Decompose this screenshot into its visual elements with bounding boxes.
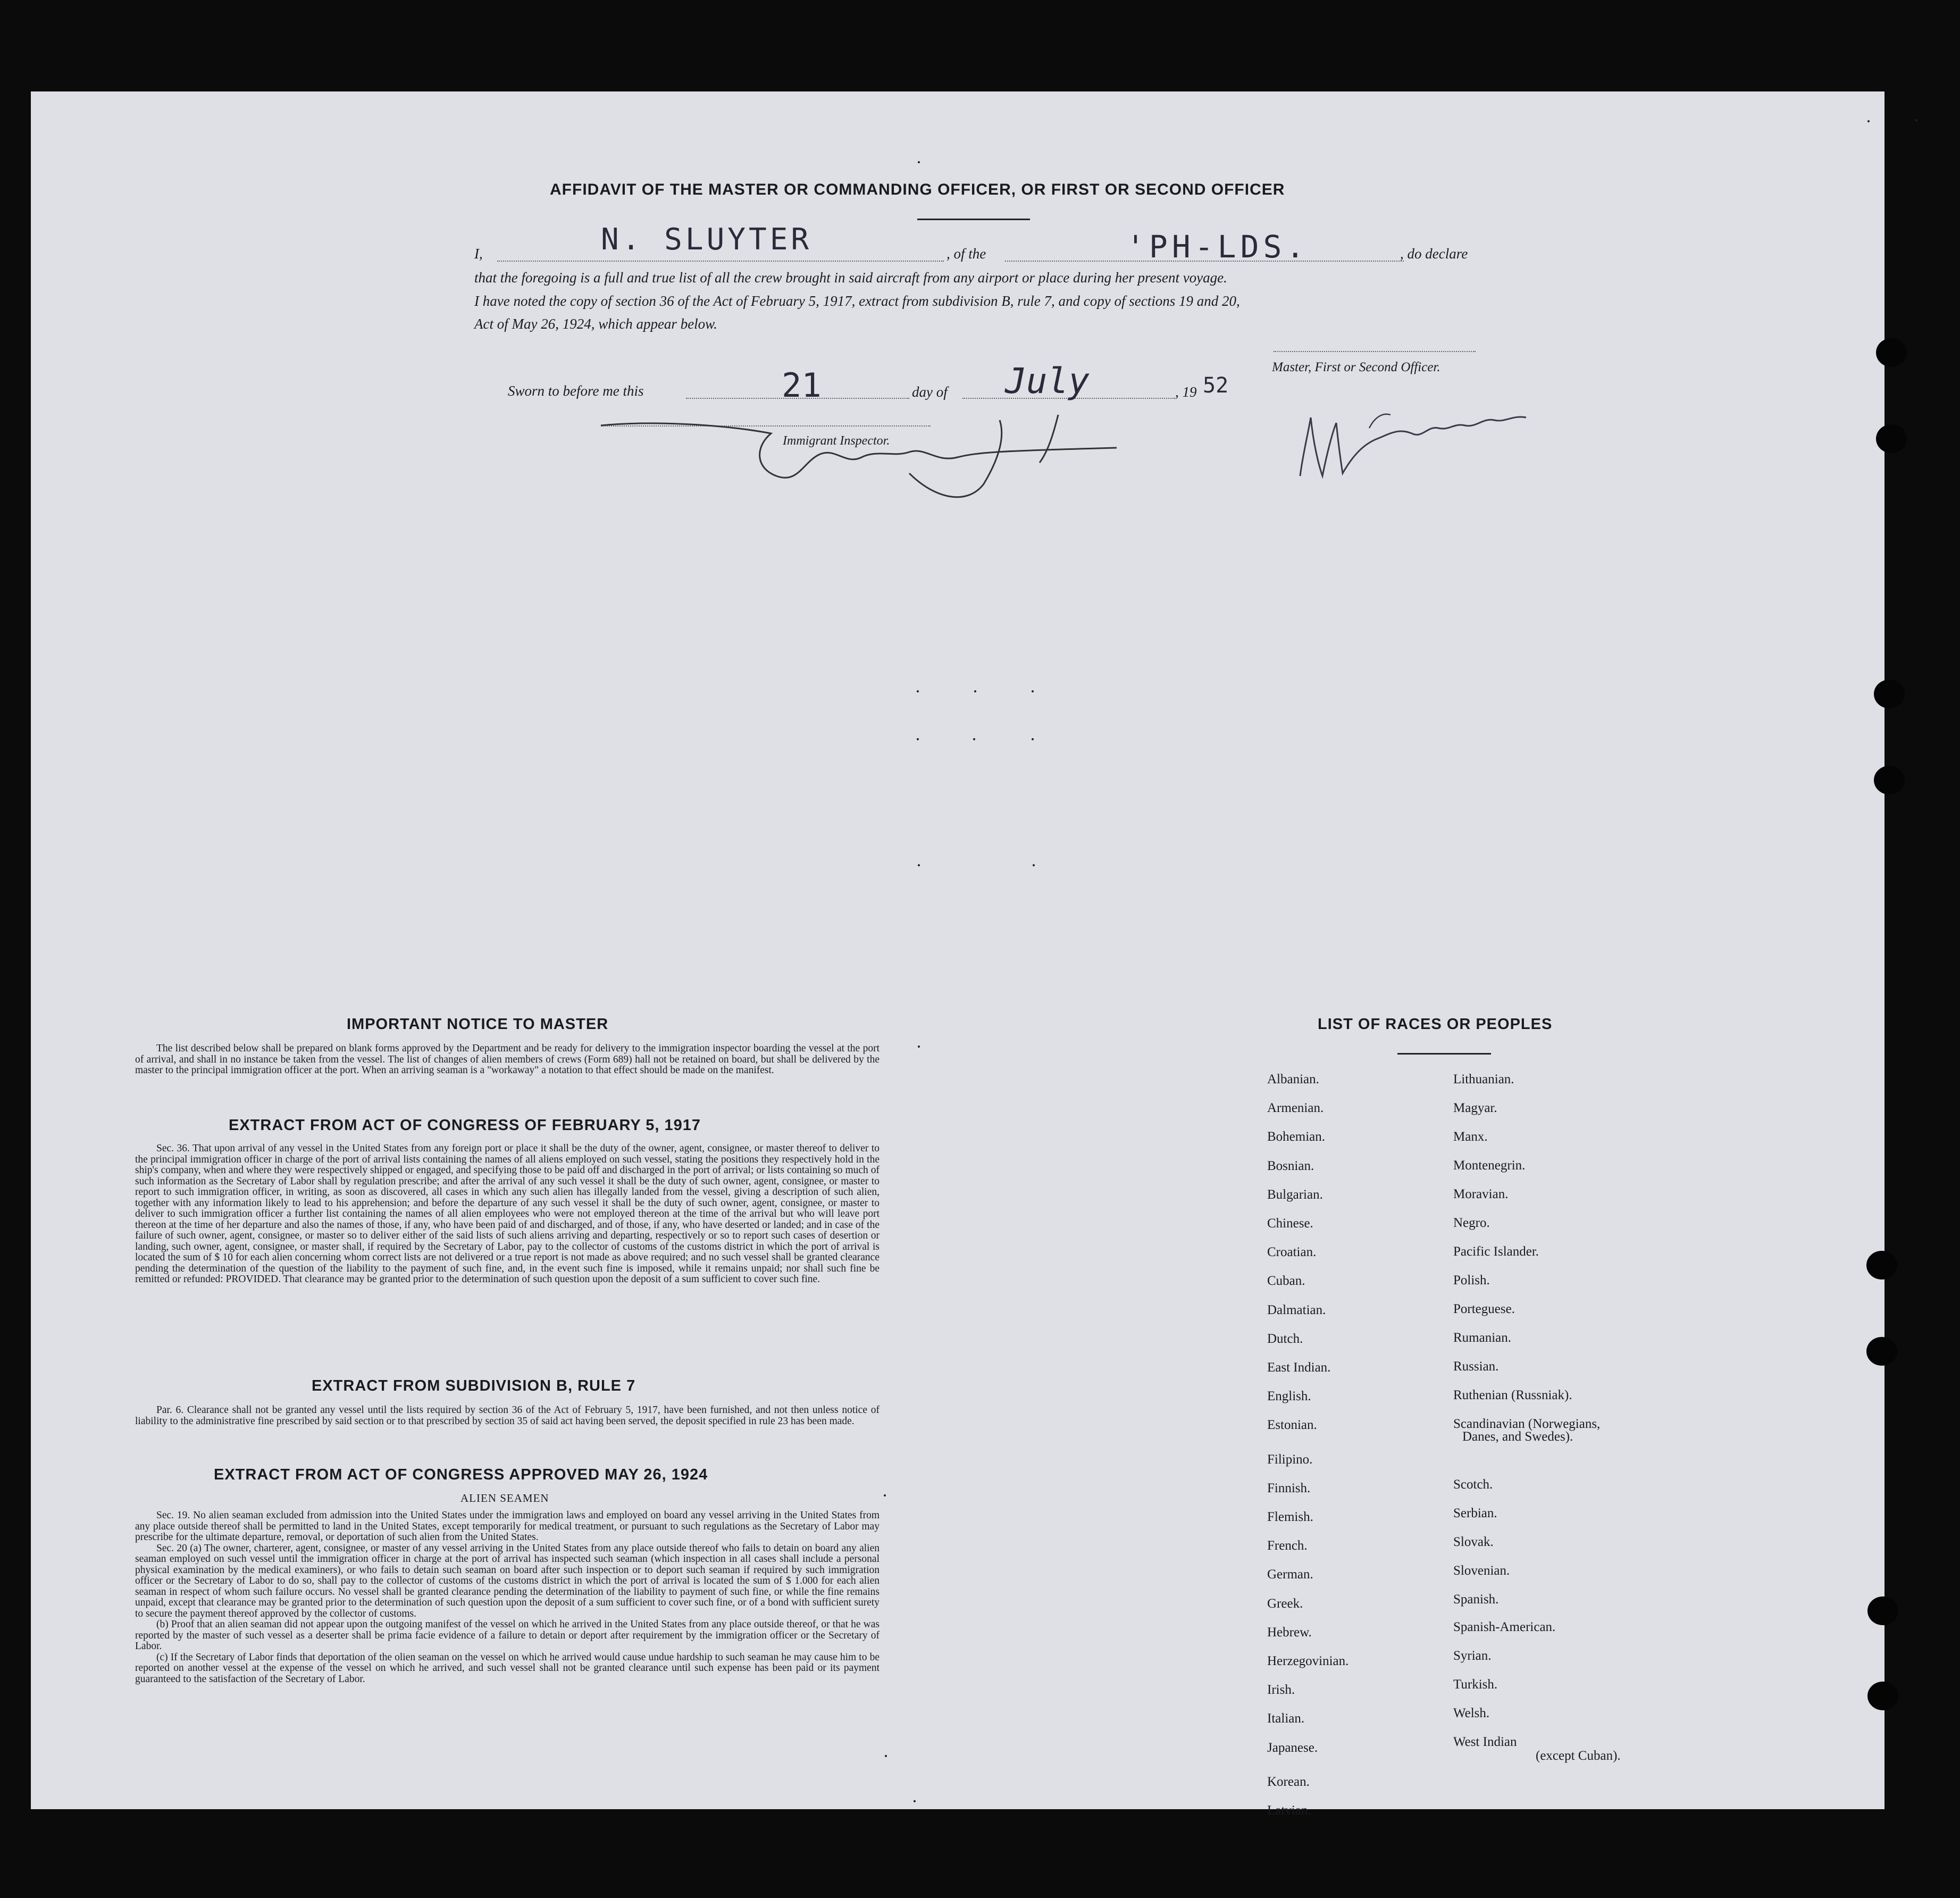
race-item: Latvian. [1267,1803,1311,1818]
speck [1032,690,1034,692]
affidavit-line4: Act of May 26, 1924, which appear below. [474,316,717,332]
punch-hole [1867,1682,1898,1710]
race-item: Lithuanian. [1453,1072,1514,1086]
race-item: French. [1267,1539,1308,1553]
speck [885,1755,887,1757]
race-item: Hebrew. [1267,1625,1312,1640]
extract-rule7-title: EXTRACT FROM SUBDIVISION B, RULE 7 [312,1377,636,1394]
sec-20b-text: (b) Proof that an alien seaman did not appear upon the outgoing manifest of the vessel on which he arrived in the United States from any place outside thereof, or that he was reported by the master of such vessel as a deserter shall be prima facie evidence of a failure to detain or deport after requirement by the immigration officer or the Secretary of Labor. [135,1619,880,1652]
races-title: LIST OF RACES OR PEOPLES [1318,1016,1553,1033]
race-item: Danes, and Swedes). [1462,1429,1573,1444]
race-item: Dutch. [1267,1331,1303,1346]
sworn-day-handwritten: 21 [782,366,822,405]
race-item: Armenian. [1267,1101,1324,1116]
speck [1032,738,1034,740]
speck [917,738,919,740]
master-caption: Master, First or Second Officer. [1272,360,1440,374]
races-title-rule [1397,1053,1491,1055]
race-item: Italian. [1267,1711,1305,1726]
year-prefix: , 19 [1175,384,1197,400]
race-item: Spanish-American. [1453,1620,1556,1634]
sec-20c-text: (c) If the Secretary of Labor finds that deportation of the olien seaman on the vessel on which he arrived would cause undue hardship to such seaman he may cause him to be reported on another vessel at the expense of the vessel on which he arrived, and such vessel shall not be granted clearance until such expense has been paid or its payment guaranteed to the satisfaction of the Secretary of Labor. [135,1651,880,1685]
race-item: Dalmatian. [1267,1302,1326,1317]
race-item: Flemish. [1267,1510,1313,1524]
race-item: Filipino. [1267,1452,1313,1467]
race-item: Chinese. [1267,1216,1313,1231]
sec-19-text: Sec. 19. No alien seaman excluded from admission into the United States under the immigration laws and employed on board any vessel arriving in the United States from any place outside thereof shall be permitted to land in the United States, except temporarily for medical treatment, or pursuant to such regulations as the Secretary of Labor may prescribe for the ultimate departure, removal, or deportation of such alien from the United States. [135,1510,880,1543]
master-signature [1289,396,1539,492]
speck [918,1046,920,1048]
race-item: English. [1267,1389,1311,1404]
affidavit-title-rule [917,219,1030,220]
speck [917,690,919,692]
master-name-handwritten: N. SLUYTER [601,222,813,257]
punch-hole [1874,680,1905,708]
punch-hole [1874,766,1905,795]
sec-20a-text: Sec. 20 (a) The owner, charterer, agent, consignee, or master of any vessel arriving in the United States from any place outside thereof who fails to detain on board any alien seaman employed on such vessel until the immigration officer in charge at the port of arrival has inspected such seaman (which inspection in all cases shall include a personal physical examination by the medical examiners), or who fails to detain such seaman on board after such inspection or to deport such seaman if required by such immigration officer or the Secretary of Labor to do so, shall pay to the collector of customs of the customs district in which the port of arrival is located the sum of $ 1.000 for each alien seaman in respect of whom such failure occurs. No vessel shall be granted clearance pending the determination of the liability to payment of such fine, or while the fine remains unpaid, except that clearance may be granted prior to the determination of such question upon the deposit of a sum sufficient to cover such fine, or of a bond with sufficient surety to secure the payment thereof approved by the collector of customs. [135,1542,880,1619]
race-item: Pacific Islander. [1453,1244,1539,1259]
race-item: Slovenian. [1453,1563,1510,1578]
speck [1915,119,1917,121]
year-handwritten: 52 [1203,373,1229,398]
race-item: Scotch. [1453,1477,1493,1492]
speck [918,161,920,163]
race-item: Porteguese. [1453,1302,1515,1316]
sworn-label: Sworn to before me this [508,383,644,399]
extract-1924-title: EXTRACT FROM ACT OF CONGRESS APPROVED MAY 26, 1924 [214,1466,708,1483]
day-of-label: day of [912,384,948,400]
race-item: Ruthenian (Russniak). [1453,1388,1572,1402]
extract-1917-title: EXTRACT FROM ACT OF CONGRESS OF FEBRUARY 5, 1917 [229,1117,701,1134]
race-item: Albanian. [1267,1072,1319,1086]
race-item: Greek. [1267,1596,1303,1611]
race-item: Korean. [1267,1774,1310,1789]
affidavit-line1-prefix: I, [474,246,483,262]
race-item: Irish. [1267,1683,1295,1698]
race-item: Welsh. [1453,1706,1490,1720]
race-item: Croatian. [1267,1245,1317,1260]
speck [914,1800,916,1802]
affidavit-line1-post: , do declare [1400,246,1468,262]
punch-hole [1867,1596,1898,1625]
race-item: Cuban. [1267,1274,1305,1289]
affidavit-line2: that the foregoing is a full and true list of all the crew brought in said aircraft from any airport or place during her present voyage. [474,270,1227,286]
sworn-month-handwritten: July [1005,361,1090,402]
race-item: Slovak. [1453,1535,1494,1549]
extract-1924-subtitle: ALIEN SEAMEN [460,1492,549,1504]
race-item: Japanese. [1267,1740,1318,1755]
punch-hole [1866,1251,1897,1280]
race-item: Spanish. [1453,1592,1499,1607]
aircraft-handwritten: 'PH-LDS. [1126,229,1309,265]
race-item: Negro. [1453,1216,1490,1230]
race-item: Bohemian. [1267,1130,1326,1144]
race-item: West Indian [1453,1735,1517,1749]
race-item: Serbian. [1453,1506,1497,1520]
race-item: Montenegrin. [1453,1158,1526,1173]
race-item: Polish. [1453,1273,1490,1287]
race-item: East Indian. [1267,1360,1331,1375]
affidavit-line1-mid: , of the [947,246,986,262]
notice-title: IMPORTANT NOTICE TO MASTER [347,1016,609,1033]
speck [918,864,920,866]
race-item: Estonian. [1267,1418,1317,1433]
notice-text: The list described below shall be prepared on blank forms approved by the Department and be ready for delivery to the immigration inspector boarding the vessel at the port of arrival, and shall in no instance be taken from the vessel. The list of changes of alien members of crews (Form 689) hall not be retained on board, but shall be delivered by the master to the principal immigration officer at the port. When an arriving seaman is a "workaway" a notation to that effect should be made on the manifest. [135,1043,880,1076]
race-item: Rumanian. [1453,1331,1512,1345]
extract-rule7-text: Par. 6. Clearance shall not be granted any vessel until the lists required by section 36 of the Act of February 5, 1917, have been furnished, and not then unless notice of liability to the administrative fine prescribed by said section or to that prescribed by section 35 of said act having been served, the deposit specified in rule 23 has been made. [135,1404,880,1427]
race-item: Bulgarian. [1267,1187,1323,1202]
extract-1924-body [135,1510,880,1685]
race-item: Bosnian. [1267,1158,1314,1173]
inspector-signature [596,404,1149,511]
race-item: Manx. [1453,1130,1488,1144]
race-item: Syrian. [1453,1649,1492,1663]
inspector-caption: Immigrant Inspector. [783,434,890,448]
master-signature-line [1274,351,1476,352]
speck [1867,120,1870,122]
race-item: German. [1267,1567,1313,1582]
race-item: Herzegovinian. [1267,1654,1349,1668]
punch-hole [1866,1337,1897,1366]
punch-hole [1876,424,1907,453]
affidavit-line3: I have noted the copy of section 36 of the Act of February 5, 1917, extract from subdivision B, rule 7, and copy of sections 19 and 20, [474,293,1240,309]
race-item: Moravian. [1453,1187,1509,1201]
race-item: Russian. [1453,1359,1499,1374]
extract-1917-text: Sec. 36. That upon arrival of any vessel in the United States from any foreign port or place it shall be the duty of the owner, agent, consignee, or master thereof to deliver to the principal immigration officer in charge of the port of arrival lists containing the names of all aliens employed on such vessel, stating the positions they respectively hold in the ship's company, when and where they were respectively shipped or engaged, and specifying those to be paid off and discharged in the port of arrival; or lists containing so much of such information as the Secretary of Labor shall by regulation prescribe; and after the arrival of any such vessel it shall be the duty of such owner, agent, consignee, or master to report to such immigration officer, in writing, as soon as discovered, all cases in which any such alien has illegally landed from the vessel, giving a description of such alien, together with any information likely to lead to his apprehension; and before the departure of any such vessel it shall be the duty of such owner, agent, consignee, or master to deliver to such immigration officer a further list containing the names of all alien employees who were not employed thereon at the time of the arrival but who will leave port thereon at the time of her departure and also the names of those, if any, who have been paid of and discharged, and of those, if any, who have deserted or landed; and in case of the failure of such owner, agent, consignee, or master so to deliver either of the said lists of such aliens arriving and departing, respectively or so to report such cases of desertion or landing, such owner, agent, consignee, or master shall, if required by the Secretary of Labor, pay to the collector of customs of the customs district in which the port of arrival is located the sum of $ 10 for each alien concerning whom correct lists are not delivered or a true report is not made as above required; and no such vessel shall be granted clearance pending the determination of the question of the liability to the payment of such fine, and, in the event such fine is imposed, while it remains unpaid; nor shall such fine be remitted or refunded: PROVIDED. That clearance may be granted prior to the determination of such question upon the deposit of a sum sufficient to cover such fine. [135,1143,880,1285]
speck [1033,864,1035,866]
race-item: Magyar. [1453,1101,1497,1115]
speck [973,738,975,740]
punch-hole [1876,338,1907,367]
race-item: (except Cuban). [1536,1749,1621,1763]
speck [884,1494,886,1496]
master-name-line [497,261,944,262]
speck [974,690,976,692]
affidavit-title: AFFIDAVIT OF THE MASTER OR COMMANDING OFFICER, OR FIRST OR SECOND OFFICER [550,181,1285,198]
race-item: Scandinavian (Norwegians, [1453,1417,1601,1431]
race-item: Turkish. [1453,1677,1498,1692]
race-item: Finnish. [1267,1481,1311,1495]
